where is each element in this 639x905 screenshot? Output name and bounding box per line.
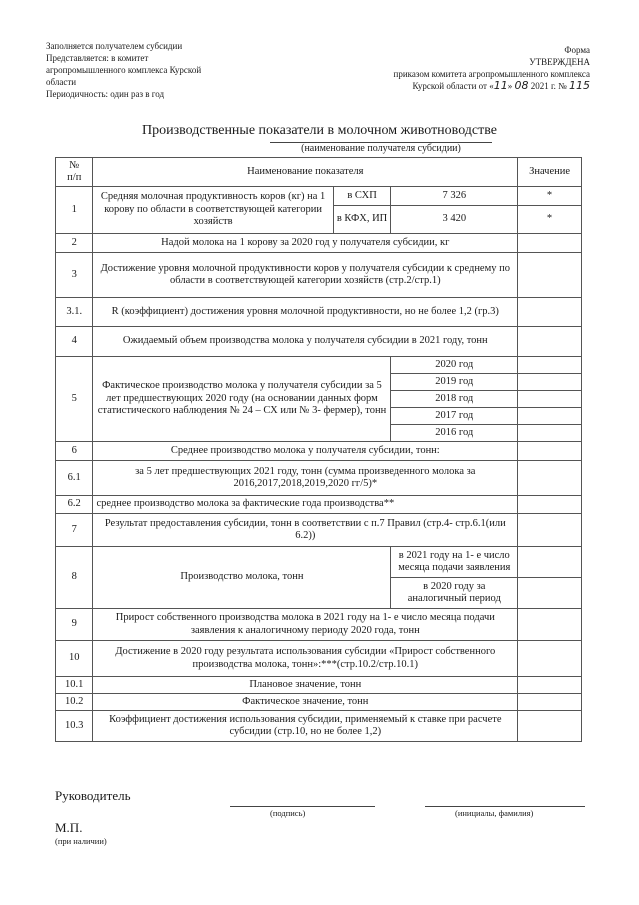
period-cell: в 2021 году на 1- е число месяца подачи заявления — [391, 547, 518, 578]
table-row — [56, 496, 582, 514]
table-row — [56, 514, 582, 547]
header-right — [345, 40, 590, 92]
value-cell — [518, 425, 582, 442]
category-value: 3 420 — [391, 206, 518, 234]
value-cell — [518, 641, 582, 677]
row-text: среднее производство молока за фактические года производства** — [93, 496, 518, 514]
row-text: Надой молока на 1 корову за 2020 год у получателя субсидии, кг — [93, 234, 518, 253]
header-value: Значение — [518, 158, 582, 187]
row-text: за 5 лет предшествующих 2021 году, тонн (сумма произведенного молока за 2016,2017,2018,2019,2020 гг/5)* — [93, 461, 518, 496]
row-num: 9 — [56, 609, 93, 641]
row-num: 8 — [56, 547, 93, 609]
table-row — [56, 609, 582, 641]
table-row — [56, 711, 582, 742]
order-day: 11 — [493, 79, 508, 92]
table-row — [56, 298, 582, 327]
row-text: Плановое значение, тонн — [93, 677, 518, 694]
indicators-table — [55, 157, 582, 742]
category-value: 7 326 — [391, 187, 518, 206]
form-label: Форма — [564, 45, 590, 55]
head-label: Руководитель — [55, 788, 131, 803]
row-text: Производство молока, тонн — [93, 547, 391, 609]
year-cell: 2017 год — [391, 408, 518, 425]
signature-caption: (подпись) — [270, 808, 306, 818]
row-num: 7 — [56, 514, 93, 547]
value-cell — [518, 374, 582, 391]
value-cell — [518, 461, 582, 496]
table-row — [56, 641, 582, 677]
header-name: Наименование показателя — [93, 158, 518, 187]
value-cell — [518, 694, 582, 711]
row-num: 6 — [56, 442, 93, 461]
value-cell — [518, 253, 582, 298]
row-text: Достижение уровня молочной продуктивности коров у получателя субсидии к среднему по области в соответствующей категории хозяйств (стр.2/стр.1) — [93, 253, 518, 298]
header-num: № п/п — [56, 158, 93, 187]
table-row — [56, 253, 582, 298]
table-row — [56, 187, 582, 206]
value-cell — [518, 711, 582, 742]
header-left-line: агропромышленного комплекса Курской — [46, 65, 202, 75]
row-num: 2 — [56, 234, 93, 253]
row-num: 6.1 — [56, 461, 93, 496]
table-row — [56, 677, 582, 694]
row-num: 3 — [56, 253, 93, 298]
table-header-row — [56, 158, 582, 187]
header-left-line: Периодичность: один раз в год — [46, 89, 165, 99]
value-cell — [518, 514, 582, 547]
signature-line — [230, 806, 375, 807]
table-row — [56, 234, 582, 253]
value-cell: * — [518, 206, 582, 234]
value-cell — [518, 357, 582, 374]
stamp-label: М.П. — [55, 820, 83, 835]
recipient-name-caption: (наименование получателя субсидии) — [270, 142, 492, 154]
name-line — [425, 806, 585, 807]
value-cell: * — [518, 187, 582, 206]
table-row — [56, 357, 582, 374]
header-left-line: Заполняется получателем субсидии — [46, 41, 183, 51]
stamp-note: (при наличии) — [55, 836, 107, 846]
row-text: Среднее производство молока у получателя субсидии, тонн: — [93, 442, 518, 461]
row-text: Прирост собственного производства молока в 2021 году на 1- е число месяца подачи заявления к аналогичному периоду 2020 года, тонн — [93, 609, 518, 641]
order-date-line — [345, 80, 590, 92]
row-text: Коэффициент достижения использования субсидии, применяемый к ставке при расчете субсидии (стр.10, но не более 1,2) — [93, 711, 518, 742]
row-num: 10 — [56, 641, 93, 677]
row-text: Фактическое значение, тонн — [93, 694, 518, 711]
header-left-line: области — [46, 77, 77, 87]
value-cell — [518, 547, 582, 578]
row-num: 4 — [56, 327, 93, 357]
row-text: R (коэффициент) достижения уровня молочной продуктивности, но не более 1,2 (гр.3) — [93, 298, 518, 327]
order-region: Курской области от « — [412, 81, 494, 91]
year-cell: 2020 год — [391, 357, 518, 374]
value-cell — [518, 578, 582, 609]
category-cell: в СХП — [333, 187, 391, 206]
order-month: 08 — [514, 79, 529, 92]
document-title: Производственные показатели в молочном животноводстве — [142, 123, 497, 138]
table-row — [56, 547, 582, 578]
year-cell: 2019 год — [391, 374, 518, 391]
row-text: Достижение в 2020 году результата использования субсидии «Прирост собственного производства молока, тонн»:***(стр.10.2/стр.10.1) — [93, 641, 518, 677]
row-num: 10.3 — [56, 711, 93, 742]
row-num: 1 — [56, 187, 93, 234]
row-num: 3.1. — [56, 298, 93, 327]
period-cell: в 2020 году за аналогичный период — [391, 578, 518, 609]
value-cell — [518, 408, 582, 425]
order-year: 2021 г. № — [530, 81, 567, 91]
value-cell — [518, 298, 582, 327]
table-row — [56, 461, 582, 496]
header-left — [46, 40, 256, 100]
value-cell — [518, 327, 582, 357]
row-text: Фактическое производство молока у получателя субсидии за 5 лет предшествующих 2020 году (на основании данных форм статистического наблюдения № 24 – СХ или № 3- фермер), тонн — [93, 357, 391, 442]
table-row — [56, 694, 582, 711]
order-line: приказом комитета агропромышленного комплекса — [393, 69, 590, 79]
year-cell: 2018 год — [391, 391, 518, 408]
value-cell — [518, 677, 582, 694]
value-cell — [518, 391, 582, 408]
row-num: 10.2 — [56, 694, 93, 711]
header-left-line: Представляется: в комитет — [46, 53, 149, 63]
approved-label: УТВЕРЖДЕНА — [529, 57, 590, 67]
row-text: Ожидаемый объем производства молока у получателя субсидии в 2021 году, тонн — [93, 327, 518, 357]
year-cell: 2016 год — [391, 425, 518, 442]
name-caption: (инициалы, фамилия) — [455, 808, 534, 818]
order-mid: » — [507, 81, 513, 91]
value-cell — [518, 496, 582, 514]
row-num: 6.2 — [56, 496, 93, 514]
row-text: Результат предоставления субсидии, тонн в соответствии с п.7 Правил (стр.4- стр.6.1(или 6.2)) — [93, 514, 518, 547]
value-cell — [518, 609, 582, 641]
row-num: 10.1 — [56, 677, 93, 694]
value-cell — [518, 234, 582, 253]
row-text: Средняя молочная продуктивность коров (кг) на 1 корову по области в соответствующей категории хозяйств — [93, 187, 333, 234]
row-num: 5 — [56, 357, 93, 442]
order-number: 115 — [569, 79, 590, 92]
table-row — [56, 442, 582, 461]
category-cell: в КФХ, ИП — [333, 206, 391, 234]
table-row — [56, 327, 582, 357]
value-cell — [518, 442, 582, 461]
